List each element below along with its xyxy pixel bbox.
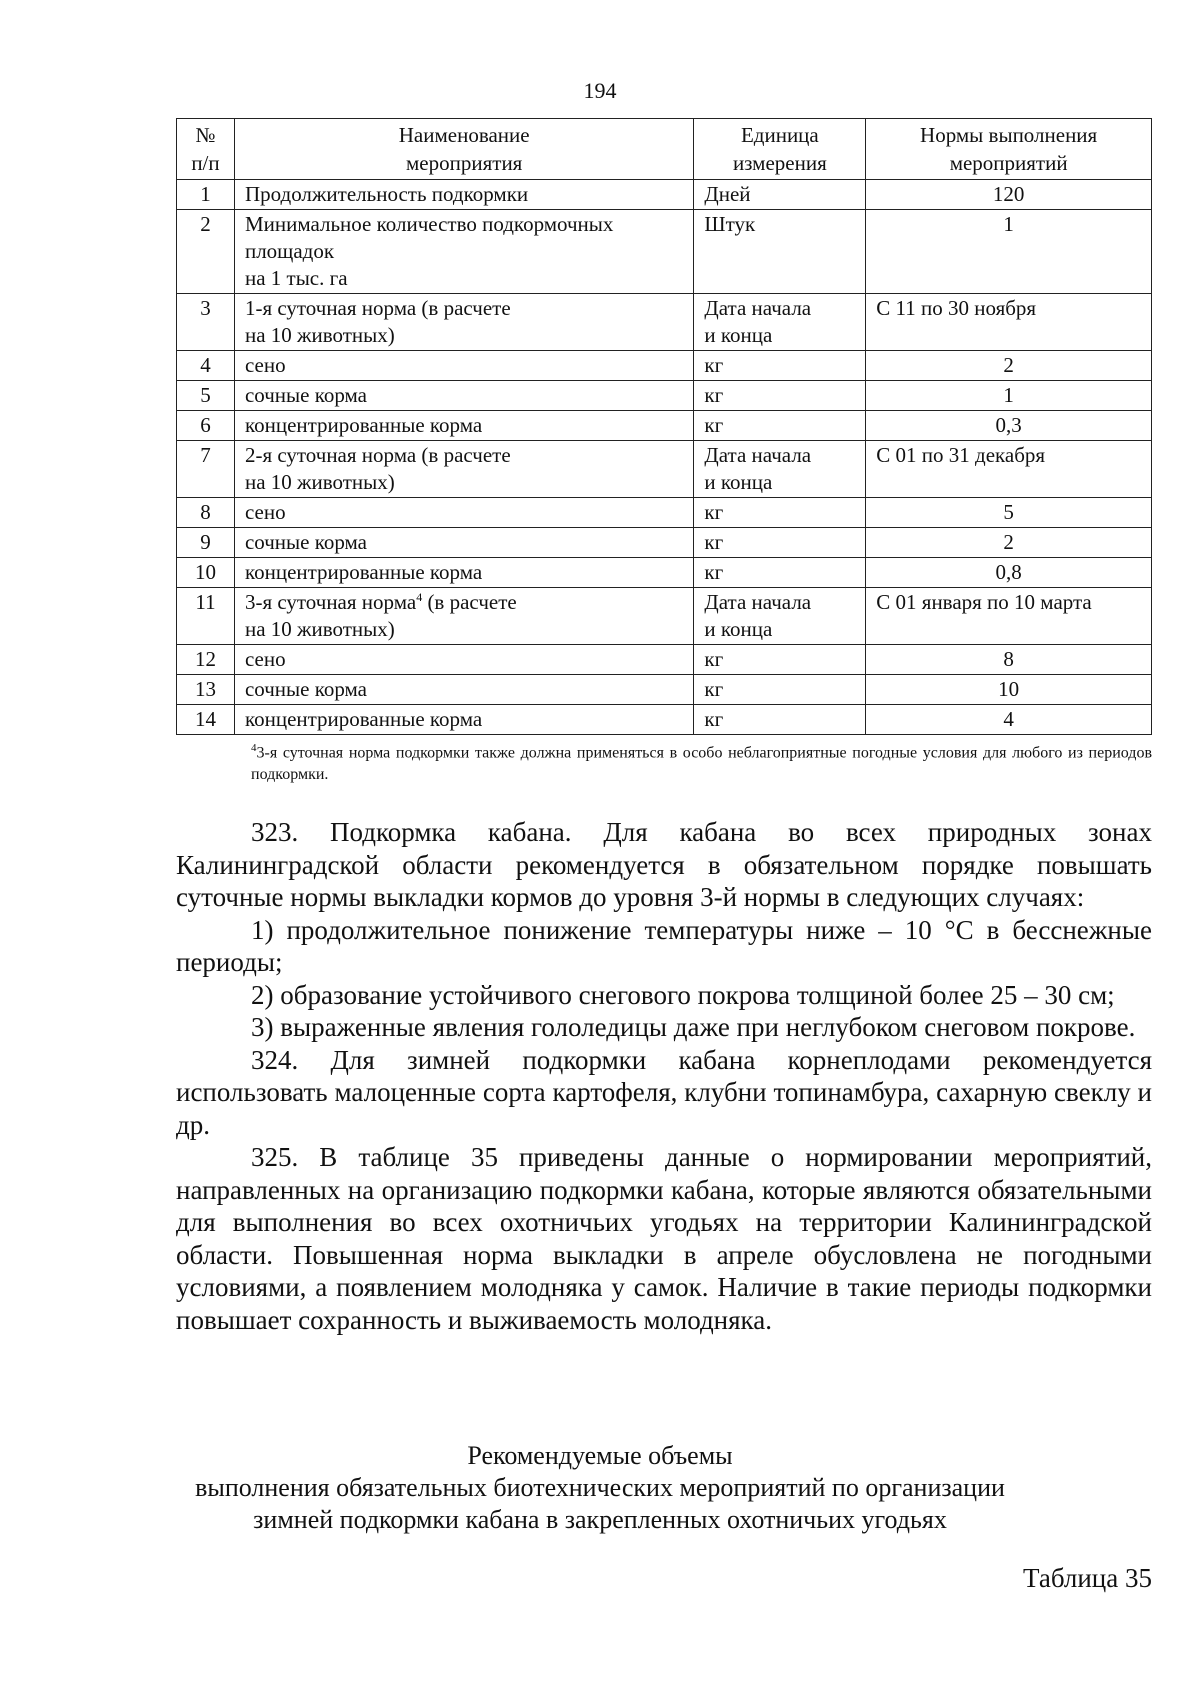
header-num-line1: № [195, 123, 216, 147]
row-name [234, 705, 693, 735]
row-unit-line: и конца [704, 470, 773, 494]
row-unit [694, 675, 866, 705]
row-name-line: концентрированные корма [244, 560, 483, 584]
row-number: 14 [177, 705, 235, 735]
row-number: 12 [177, 645, 235, 675]
table-header-row [177, 119, 1152, 180]
row-unit-line: кг [704, 383, 724, 407]
row-name-line: 1-я суточная норма (в расчете [244, 296, 511, 320]
row-unit-line: Дата начала [704, 590, 812, 614]
header-num-line2: п/п [191, 151, 220, 175]
table-row [177, 180, 1152, 210]
row-norm: 8 [866, 645, 1152, 675]
row-norm: С 01 января по 10 марта [866, 588, 1152, 645]
row-name [234, 528, 693, 558]
footnote-marker: 4 [251, 742, 257, 754]
row-unit-line: Дней [704, 182, 751, 206]
row-unit [694, 381, 866, 411]
table-row [177, 294, 1152, 351]
row-norm: С 11 по 30 ноября [866, 294, 1152, 351]
table-row [177, 351, 1152, 381]
row-unit-line: кг [704, 707, 724, 731]
row-name-line: 2-я суточная норма (в расчете [244, 443, 511, 467]
row-name-line: сено [244, 353, 286, 377]
list-item-2: 2) образование устойчивого снегового покрова толщиной более 25 – 30 см; [251, 979, 1115, 1010]
row-name-line: на 1 тыс. га [244, 266, 348, 290]
row-name-line: 3-я суточная норма [244, 590, 417, 614]
table-body [177, 180, 1152, 735]
norms-table [176, 118, 1152, 735]
row-unit [694, 705, 866, 735]
row-name-line: сочные корма [244, 383, 367, 407]
row-name-line: сочные корма [244, 677, 367, 701]
row-norm: 2 [866, 528, 1152, 558]
table-row [177, 210, 1152, 294]
header-norm-line2: мероприятий [949, 151, 1068, 175]
row-number: 6 [177, 411, 235, 441]
row-unit [694, 498, 866, 528]
row-norm: 1 [866, 381, 1152, 411]
row-number: 4 [177, 351, 235, 381]
row-name-line: сено [244, 647, 286, 671]
row-unit-line: кг [704, 500, 724, 524]
page-number: 194 [583, 78, 617, 103]
table-row [177, 645, 1152, 675]
row-norm: 5 [866, 498, 1152, 528]
row-name [234, 294, 693, 351]
row-name-line: площадок [244, 239, 335, 263]
table-row [177, 441, 1152, 498]
table-row [177, 411, 1152, 441]
list-item-1: 1) продолжительное понижение температуры ниже – 10 °С в бесснежные периоды; [176, 914, 1152, 977]
table-label: Таблица 35 [1023, 1563, 1152, 1593]
header-unit-line2: измерения [732, 151, 827, 175]
row-unit [694, 528, 866, 558]
heading-line1: Рекомендуемые объемы [467, 1441, 733, 1470]
row-unit-line: Дата начала [704, 296, 812, 320]
paragraph-324: 324. Для зимней подкормки кабана корнеплодами рекомендуется использовать малоценные сорта картофеля, клубни топинамбура, сахарную свеклу и др. [176, 1044, 1152, 1140]
row-name [234, 351, 693, 381]
header-name-line1: Наименование [398, 123, 530, 147]
row-unit-line: кг [704, 647, 724, 671]
heading-line3: зимней подкормки кабана в закрепленных охотничьих угодьях [253, 1505, 947, 1534]
row-unit-line: Дата начала [704, 443, 812, 467]
row-number: 11 [177, 588, 235, 645]
row-norm: С 01 по 31 декабря [866, 441, 1152, 498]
paragraph-325: 325. В таблице 35 приведены данные о нормировании мероприятий, направленных на организацию подкормки кабана, которые являются обязательными для выполнения во всех охотничьих угодьях на территории Калининградской области. Повышенная норма выкладки в апреле обусловлена не погодными условиями, а появлением молодняка у самок. Наличие в такие периоды подкормки повышает сохранность и выживаемость молодняка. [176, 1142, 1152, 1335]
row-number: 7 [177, 441, 235, 498]
row-name-line: (в расчете [427, 590, 517, 614]
row-unit [694, 411, 866, 441]
body-text [176, 816, 1152, 1336]
row-name [234, 558, 693, 588]
row-name [234, 210, 693, 294]
row-name-line: Продолжительность подкормки [244, 182, 529, 206]
row-unit [694, 645, 866, 675]
row-name-line: сено [244, 500, 286, 524]
row-unit [694, 441, 866, 498]
row-norm: 0,8 [866, 558, 1152, 588]
row-unit [694, 180, 866, 210]
row-name [234, 588, 693, 645]
header-name [234, 119, 693, 180]
header-name-line2: мероприятия [406, 151, 523, 175]
row-number: 13 [177, 675, 235, 705]
row-unit-line: кг [704, 413, 724, 437]
row-name [234, 675, 693, 705]
row-name-line: концентрированные корма [244, 413, 483, 437]
section-heading [0, 1440, 1200, 1536]
row-name [234, 411, 693, 441]
row-unit-line: кг [704, 530, 724, 554]
row-name [234, 498, 693, 528]
row-name [234, 441, 693, 498]
row-norm: 120 [866, 180, 1152, 210]
row-number: 2 [177, 210, 235, 294]
row-norm: 4 [866, 705, 1152, 735]
row-number: 3 [177, 294, 235, 351]
header-unit [694, 119, 866, 180]
footnote [176, 737, 1152, 786]
table-row [177, 675, 1152, 705]
row-number: 5 [177, 381, 235, 411]
row-unit [694, 210, 866, 294]
row-norm: 1 [866, 210, 1152, 294]
row-unit-line: Штук [704, 212, 756, 236]
row-norm: 0,3 [866, 411, 1152, 441]
row-norm: 2 [866, 351, 1152, 381]
row-unit-line: и конца [704, 617, 773, 641]
list-item-3: 3) выраженные явления гололедицы даже при неглубоком снеговом покрове. [251, 1012, 1136, 1042]
row-unit-line: кг [704, 353, 724, 377]
row-unit [694, 588, 866, 645]
row-name-line: Минимальное количество подкормочных [244, 212, 614, 236]
row-norm: 10 [866, 675, 1152, 705]
header-norm-line1: Нормы выполнения [920, 123, 1098, 147]
row-unit-line: кг [704, 560, 724, 584]
header-num [177, 119, 235, 180]
row-name-line: на 10 животных) [244, 470, 395, 494]
row-unit [694, 351, 866, 381]
table-row [177, 558, 1152, 588]
row-name [234, 645, 693, 675]
row-unit [694, 294, 866, 351]
heading-line2: выполнения обязательных биотехнических мероприятий по организации [195, 1473, 1005, 1502]
table-row [177, 381, 1152, 411]
row-number: 1 [177, 180, 235, 210]
table-row [177, 588, 1152, 645]
table-row [177, 528, 1152, 558]
table-row [177, 498, 1152, 528]
row-name-line: на 10 животных) [244, 323, 395, 347]
row-number: 10 [177, 558, 235, 588]
row-name-line: сочные корма [244, 530, 367, 554]
row-number: 9 [177, 528, 235, 558]
row-name-line: на 10 животных) [244, 617, 395, 641]
row-unit-line: и конца [704, 323, 773, 347]
footnote-ref: 4 [416, 590, 423, 604]
header-norm [866, 119, 1152, 180]
row-number: 8 [177, 498, 235, 528]
row-unit [694, 558, 866, 588]
header-unit-line1: Единица [740, 123, 819, 147]
paragraph-323: 323. Подкормка кабана. Для кабана во всех природных зонах Калининградской области рекомендуется в обязательном порядке повышать суточные нормы выкладки кормов до уровня 3-й нормы в следующих случаях: [176, 817, 1152, 912]
row-unit-line: кг [704, 677, 724, 701]
row-name [234, 381, 693, 411]
row-name [234, 180, 693, 210]
table-row [177, 705, 1152, 735]
footnote-text: 3-я суточная норма подкормки также должна применяться в особо неблагоприятные погодные условия для любого из периодов подкормки. [251, 744, 1152, 784]
row-name-line: концентрированные корма [244, 707, 483, 731]
